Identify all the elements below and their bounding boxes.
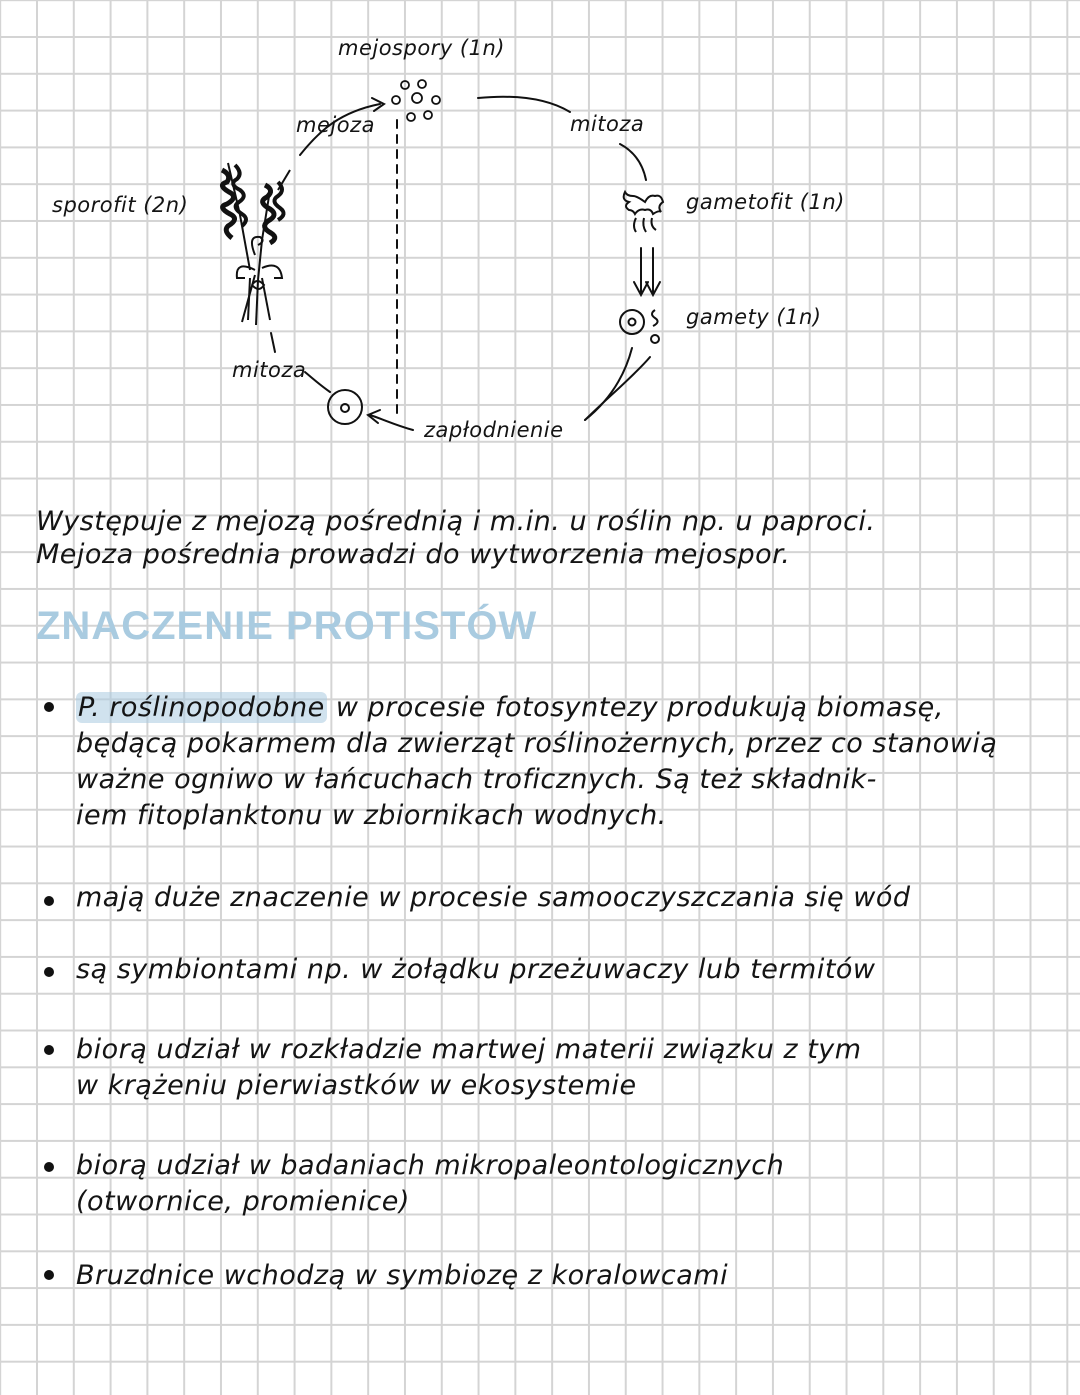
intro-line-1: Występuje z mejozą pośrednią i m.in. u roślin np. u paproci. [36, 506, 876, 537]
section-heading: ZNACZENIE PROTISTÓW [36, 604, 538, 648]
list-item-line: Bruzdnice wchodzą w symbiozę z koralowcami [76, 1260, 729, 1291]
bullet-dot [44, 1045, 54, 1055]
life-cycle-arrows [0, 0, 1080, 460]
list-item-line: P. roślinopodobne w procesie fotosyntezy produkują biomasę, [78, 692, 944, 723]
bullet-dot [44, 967, 54, 977]
fern-sporophyte-icon [222, 163, 290, 325]
bullet-dot [44, 896, 54, 906]
list-item-line: są symbiontami np. w żołądku przeżuwaczy lub termitów [76, 954, 876, 985]
label-sporophyte: sporofit (2n) [52, 193, 189, 217]
bullet-dot [44, 1162, 54, 1172]
list-item-line: (otwornice, promienice) [76, 1186, 410, 1217]
zygote-icon [328, 390, 362, 424]
list-item-line: będącą pokarmem dla zwierząt roślinożernych, przez co stanowią [76, 728, 998, 759]
label-meiospores: mejospory (1n) [338, 36, 505, 60]
bullet-dot [44, 1270, 54, 1280]
label-meiosis: mejoza [296, 113, 375, 137]
label-gametes: gamety (1n) [686, 305, 822, 329]
intro-line-2: Mejoza pośrednia prowadzi do wytworzenia mejospor. [36, 539, 791, 570]
spores-icon [392, 80, 440, 121]
label-mitosis-top: mitoza [570, 112, 645, 136]
list-item-line: ważne ogniwo w łańcuchach troficznych. Są też składnik- [76, 764, 877, 795]
list-item-line: mają duże znaczenie w procesie samooczyszczania się wód [76, 882, 911, 913]
sperm-cell-icon [651, 310, 659, 343]
gametophyte-icon [624, 192, 663, 232]
list-item-line: w krążeniu pierwiastków w ekosystemie [76, 1070, 637, 1101]
label-mitosis-bottom: mitoza [232, 358, 307, 382]
label-gametophyte: gametofit (1n) [686, 190, 845, 214]
highlighted-term: P. roślinopodobne [78, 692, 325, 723]
list-item-line: biorą udział w badaniach mikropaleontologicznych [76, 1150, 785, 1181]
label-fertilization: zapłodnienie [424, 418, 564, 442]
list-item-line: iem fitoplanktonu w zbiornikach wodnych. [76, 800, 667, 831]
egg-cell-icon [620, 310, 644, 334]
bullet-dot [44, 702, 54, 712]
list-item-line: biorą udział w rozkładzie martwej materii związku z tym [76, 1034, 862, 1065]
